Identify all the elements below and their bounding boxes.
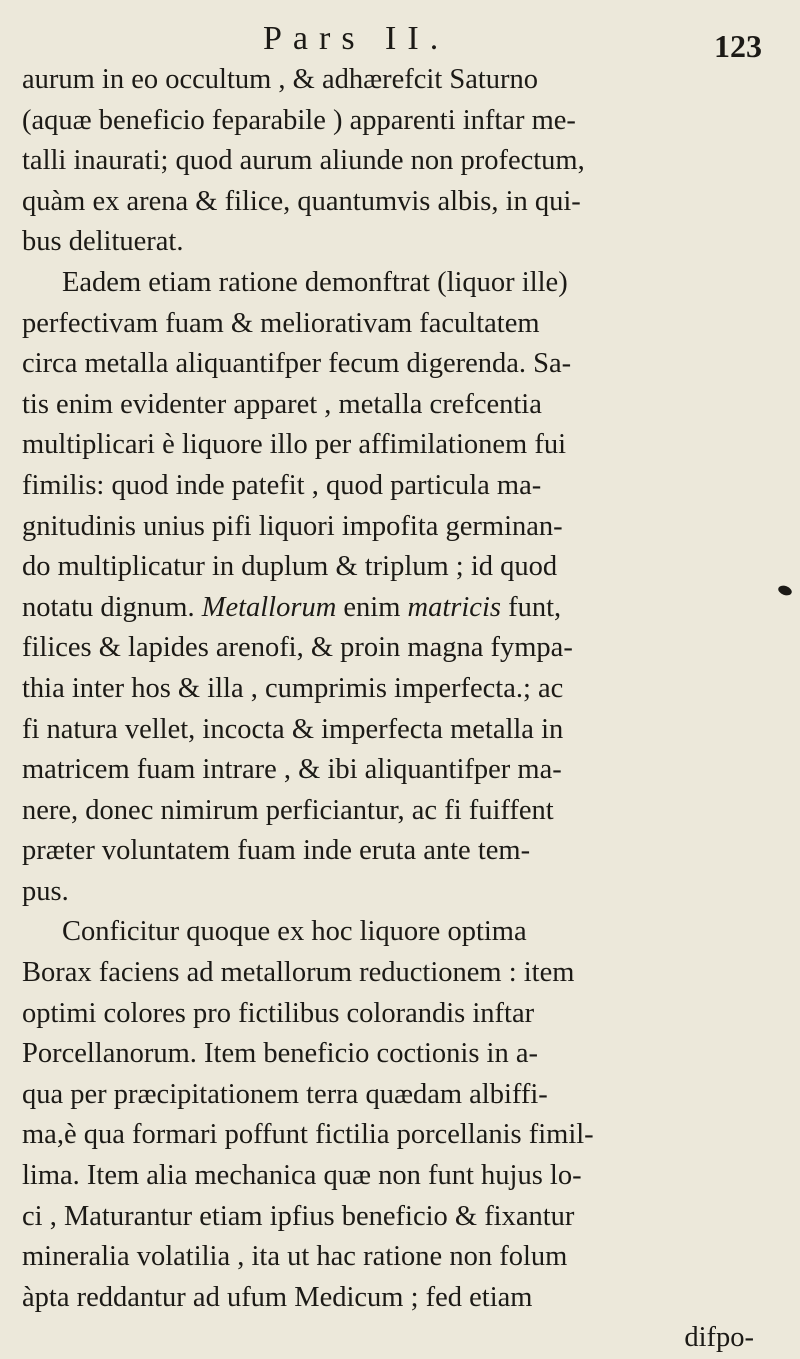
text-line: præter voluntatem fuam inde eruta ante tem- xyxy=(22,835,531,867)
text-line: àpta reddantur ad ufum Medicum ; fed etiam xyxy=(22,1281,533,1313)
text-line: bus delituerat. xyxy=(22,226,184,258)
text-line: gnitudinis unius pifi liquori impofita germinan- xyxy=(22,510,563,542)
text-line: (aquæ beneficio feparabile ) apparenti inftar me- xyxy=(22,104,576,136)
page-number: 123 xyxy=(714,28,762,64)
text-line: mineralia volatilia , ita ut hac ratione non folum xyxy=(22,1241,568,1273)
italic-term: matricis xyxy=(407,591,501,623)
text-run: enim xyxy=(336,591,408,623)
text-line: fimilis: quod inde patefit , quod particula ma- xyxy=(22,469,542,501)
text-line: thia inter hos & illa , cumprimis imperfecta.; ac xyxy=(22,672,564,704)
text-line: circa metalla aliquantifper fecum digerenda. Sa- xyxy=(22,348,572,380)
text-line: perfectivam fuam & meliorativam facultatem xyxy=(22,307,540,339)
text-line: Porcellanorum. Item beneficio coctionis in a- xyxy=(22,1038,538,1070)
text-line: nere, donec nimirum perficiantur, ac fi fuiffent xyxy=(22,794,554,826)
text-line: matricem fuam intrare , & ibi aliquantifper ma- xyxy=(22,754,562,786)
text-line: aurum in eo occultum , & adhærefcit Saturno xyxy=(22,64,539,95)
text-line: talli inaurati; quod aurum aliunde non profectum, xyxy=(22,145,585,177)
text-line: lima. Item alia mechanica quæ non funt hujus lo- xyxy=(22,1160,582,1192)
text-line: fi natura vellet, incocta & imperfecta metalla in xyxy=(22,713,564,745)
text-line: pus. xyxy=(22,875,69,907)
text-line: tis enim evidenter apparet , metalla crefcentia xyxy=(22,388,542,420)
paragraph-start-line: Eadem etiam ratione demonftrat (liquor ille) xyxy=(62,266,568,298)
italic-term: Metallorum xyxy=(201,591,337,623)
text-line-with-italics xyxy=(22,588,792,629)
text-line: Borax faciens ad metallorum reductionem : item xyxy=(22,957,575,989)
text-line: ma,è qua formari poffunt fictilia porcellanis fimil- xyxy=(22,1119,594,1151)
running-head: Pars II. xyxy=(263,20,450,57)
paragraph-start-line: Conficitur quoque ex hoc liquore optima xyxy=(62,916,527,948)
text-line: optimi colores pro fictilibus colorandis inftar xyxy=(22,997,535,1029)
text-line: filices & lapides arenofi, & proin magna fympa- xyxy=(22,632,573,664)
text-line: multiplicari è liquore illo per affimilationem fui xyxy=(22,429,566,461)
body-text xyxy=(22,60,792,1359)
catchword: difpo- xyxy=(684,1322,754,1354)
page-header xyxy=(0,14,800,64)
text-run: notatu dignum. xyxy=(22,591,202,623)
text-line: qua per præcipitationem terra quædam albiffi- xyxy=(22,1078,548,1110)
text-line: do multiplicatur in duplum & triplum ; id quod xyxy=(22,551,558,583)
text-line: ci , Maturantur etiam ipfius beneficio & fixantur xyxy=(22,1200,575,1232)
text-line: quàm ex arena & filice, quantumvis albis, in qui- xyxy=(22,185,581,217)
text-run: funt, xyxy=(500,591,562,623)
